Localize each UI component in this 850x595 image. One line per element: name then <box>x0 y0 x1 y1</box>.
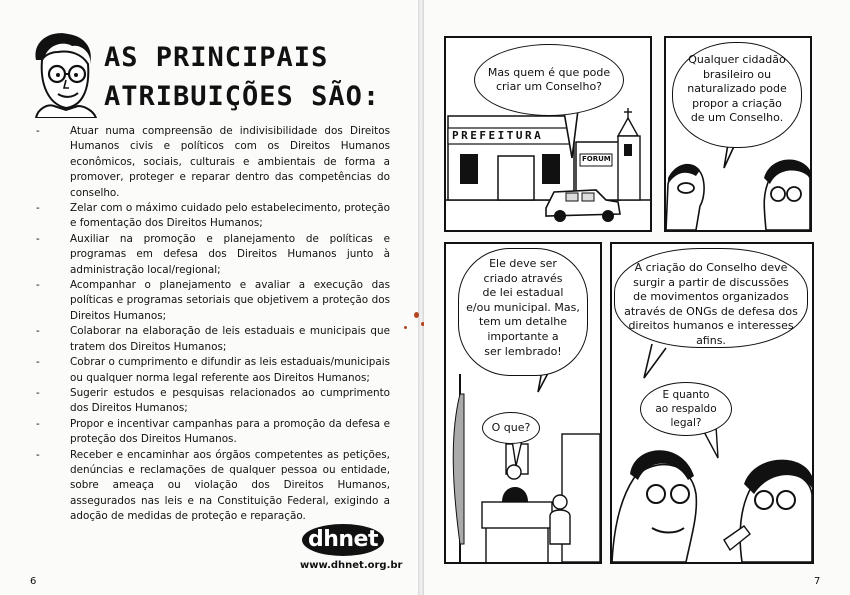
balloon-line: O que? <box>491 420 531 434</box>
balloon-line: legal? <box>670 417 702 429</box>
narrator-avatar <box>22 30 102 118</box>
page-number-right: 7 <box>814 576 821 587</box>
sign-prefeitura: PREFEITURA <box>452 129 544 142</box>
balloon-line: Mas quem é que pode <box>487 65 611 79</box>
speech-balloon <box>474 44 624 116</box>
speech-balloon <box>672 42 802 148</box>
list-item: - Receber e encaminhar aos órgãos competentes as petições, denúncias e reclamações de qualquer pessoa ou entidade, sobre ameaça ou violação dos Direitos Humanos, assegurados nas leis e na Constituição Federal, exigindo a adoção de medidas de proteção e reparação. <box>36 448 390 525</box>
stain-mark <box>404 326 407 329</box>
balloon-line: ao respaldo <box>655 403 717 415</box>
balloon-line: afins. <box>696 333 726 347</box>
comic-panel-1 <box>444 36 652 232</box>
comic-panel-4 <box>610 242 814 564</box>
balloon-line: de movimentos organizados <box>633 290 789 304</box>
list-item: - Propor e incentivar campanhas para a promoção da defesa e proteção dos Direitos Humanos. <box>36 417 390 448</box>
page-title <box>104 38 380 116</box>
list-item: - Cobrar o cumprimento e difundir as leis estaduais/municipais ou qualquer norma legal referente aos Direitos Humanos; <box>36 355 390 386</box>
list-item: - Auxiliar na promoção e planejamento de políticas e programas em defesa dos Direitos Humanos junto à administração local/regional; <box>36 232 390 278</box>
list-item: - Atuar numa compreensão de indivisibilidade dos Direitos Humanos civis e políticos com os Direitos Humanos econômicos, sociais, culturais e ambientais de forma a promover, proteger e reparar dentro das competências do conselho. <box>36 124 390 201</box>
balloon-line: ser lembrado! <box>484 344 562 358</box>
list-item: - Colaborar na elaboração de leis estaduais e municipais que tratem dos Direitos Humanos; <box>36 324 390 355</box>
comic-panel-3 <box>444 242 602 564</box>
balloon-line: propor a criação <box>692 96 782 110</box>
list-item: - Sugerir estudos e pesquisas relacionados ao cumprimento dos Direitos Humanos; <box>36 386 390 417</box>
website-url[interactable]: www.dhnet.org.br <box>300 560 403 571</box>
balloon-line: direitos humanos e interesses <box>628 319 794 333</box>
attributions-list <box>36 124 390 525</box>
balloon-line: Ele deve ser <box>489 257 557 270</box>
list-item: - Zelar com o máximo cuidado pelo estabelecimento, proteção e fomentação dos Direitos Humanos; <box>36 201 390 232</box>
stain-mark <box>414 312 419 318</box>
balloon-line: naturalizado pode <box>687 82 787 96</box>
balloon-line: brasileiro ou <box>702 67 772 81</box>
balloon-line: criado através <box>483 271 563 285</box>
small-speech-balloon <box>640 382 732 436</box>
balloon-line: Qualquer cidadão <box>688 53 786 66</box>
balloon-line: criar um Conselho? <box>495 80 603 93</box>
comic-panel-2 <box>664 36 812 232</box>
balloon-line: de lei estadual <box>482 286 564 300</box>
balloon-line: E quanto <box>662 389 710 401</box>
balloon-line: através de ONGs de defesa dos <box>624 304 798 318</box>
balloon-line: e/ou municipal. Mas, <box>466 300 580 314</box>
balloon-line: de um Conselho. <box>690 111 784 125</box>
right-page <box>424 0 850 595</box>
left-page <box>0 0 418 595</box>
title-line-1: AS PRINCIPAIS <box>104 42 329 73</box>
sign-forum: FORUM <box>582 155 611 163</box>
balloon-line: A criação do Conselho deve <box>634 261 788 274</box>
dhnet-logo: dhnet <box>302 524 384 556</box>
title-line-2: ATRIBUIÇÕES SÃO: <box>104 81 381 112</box>
page-number-left: 6 <box>30 576 37 587</box>
balloon-line: surgir a partir de discussões <box>633 275 789 289</box>
balloon-line: tem um detalhe <box>478 315 568 329</box>
small-speech-balloon <box>482 412 540 444</box>
small-speech-tail <box>446 244 600 562</box>
list-item: - Acompanhar o planejamento e avaliar a execução das políticas e programas setoriais que objetivem a proteção dos Direitos Humanos; <box>36 278 390 324</box>
balloon-line: importante a <box>487 329 559 343</box>
